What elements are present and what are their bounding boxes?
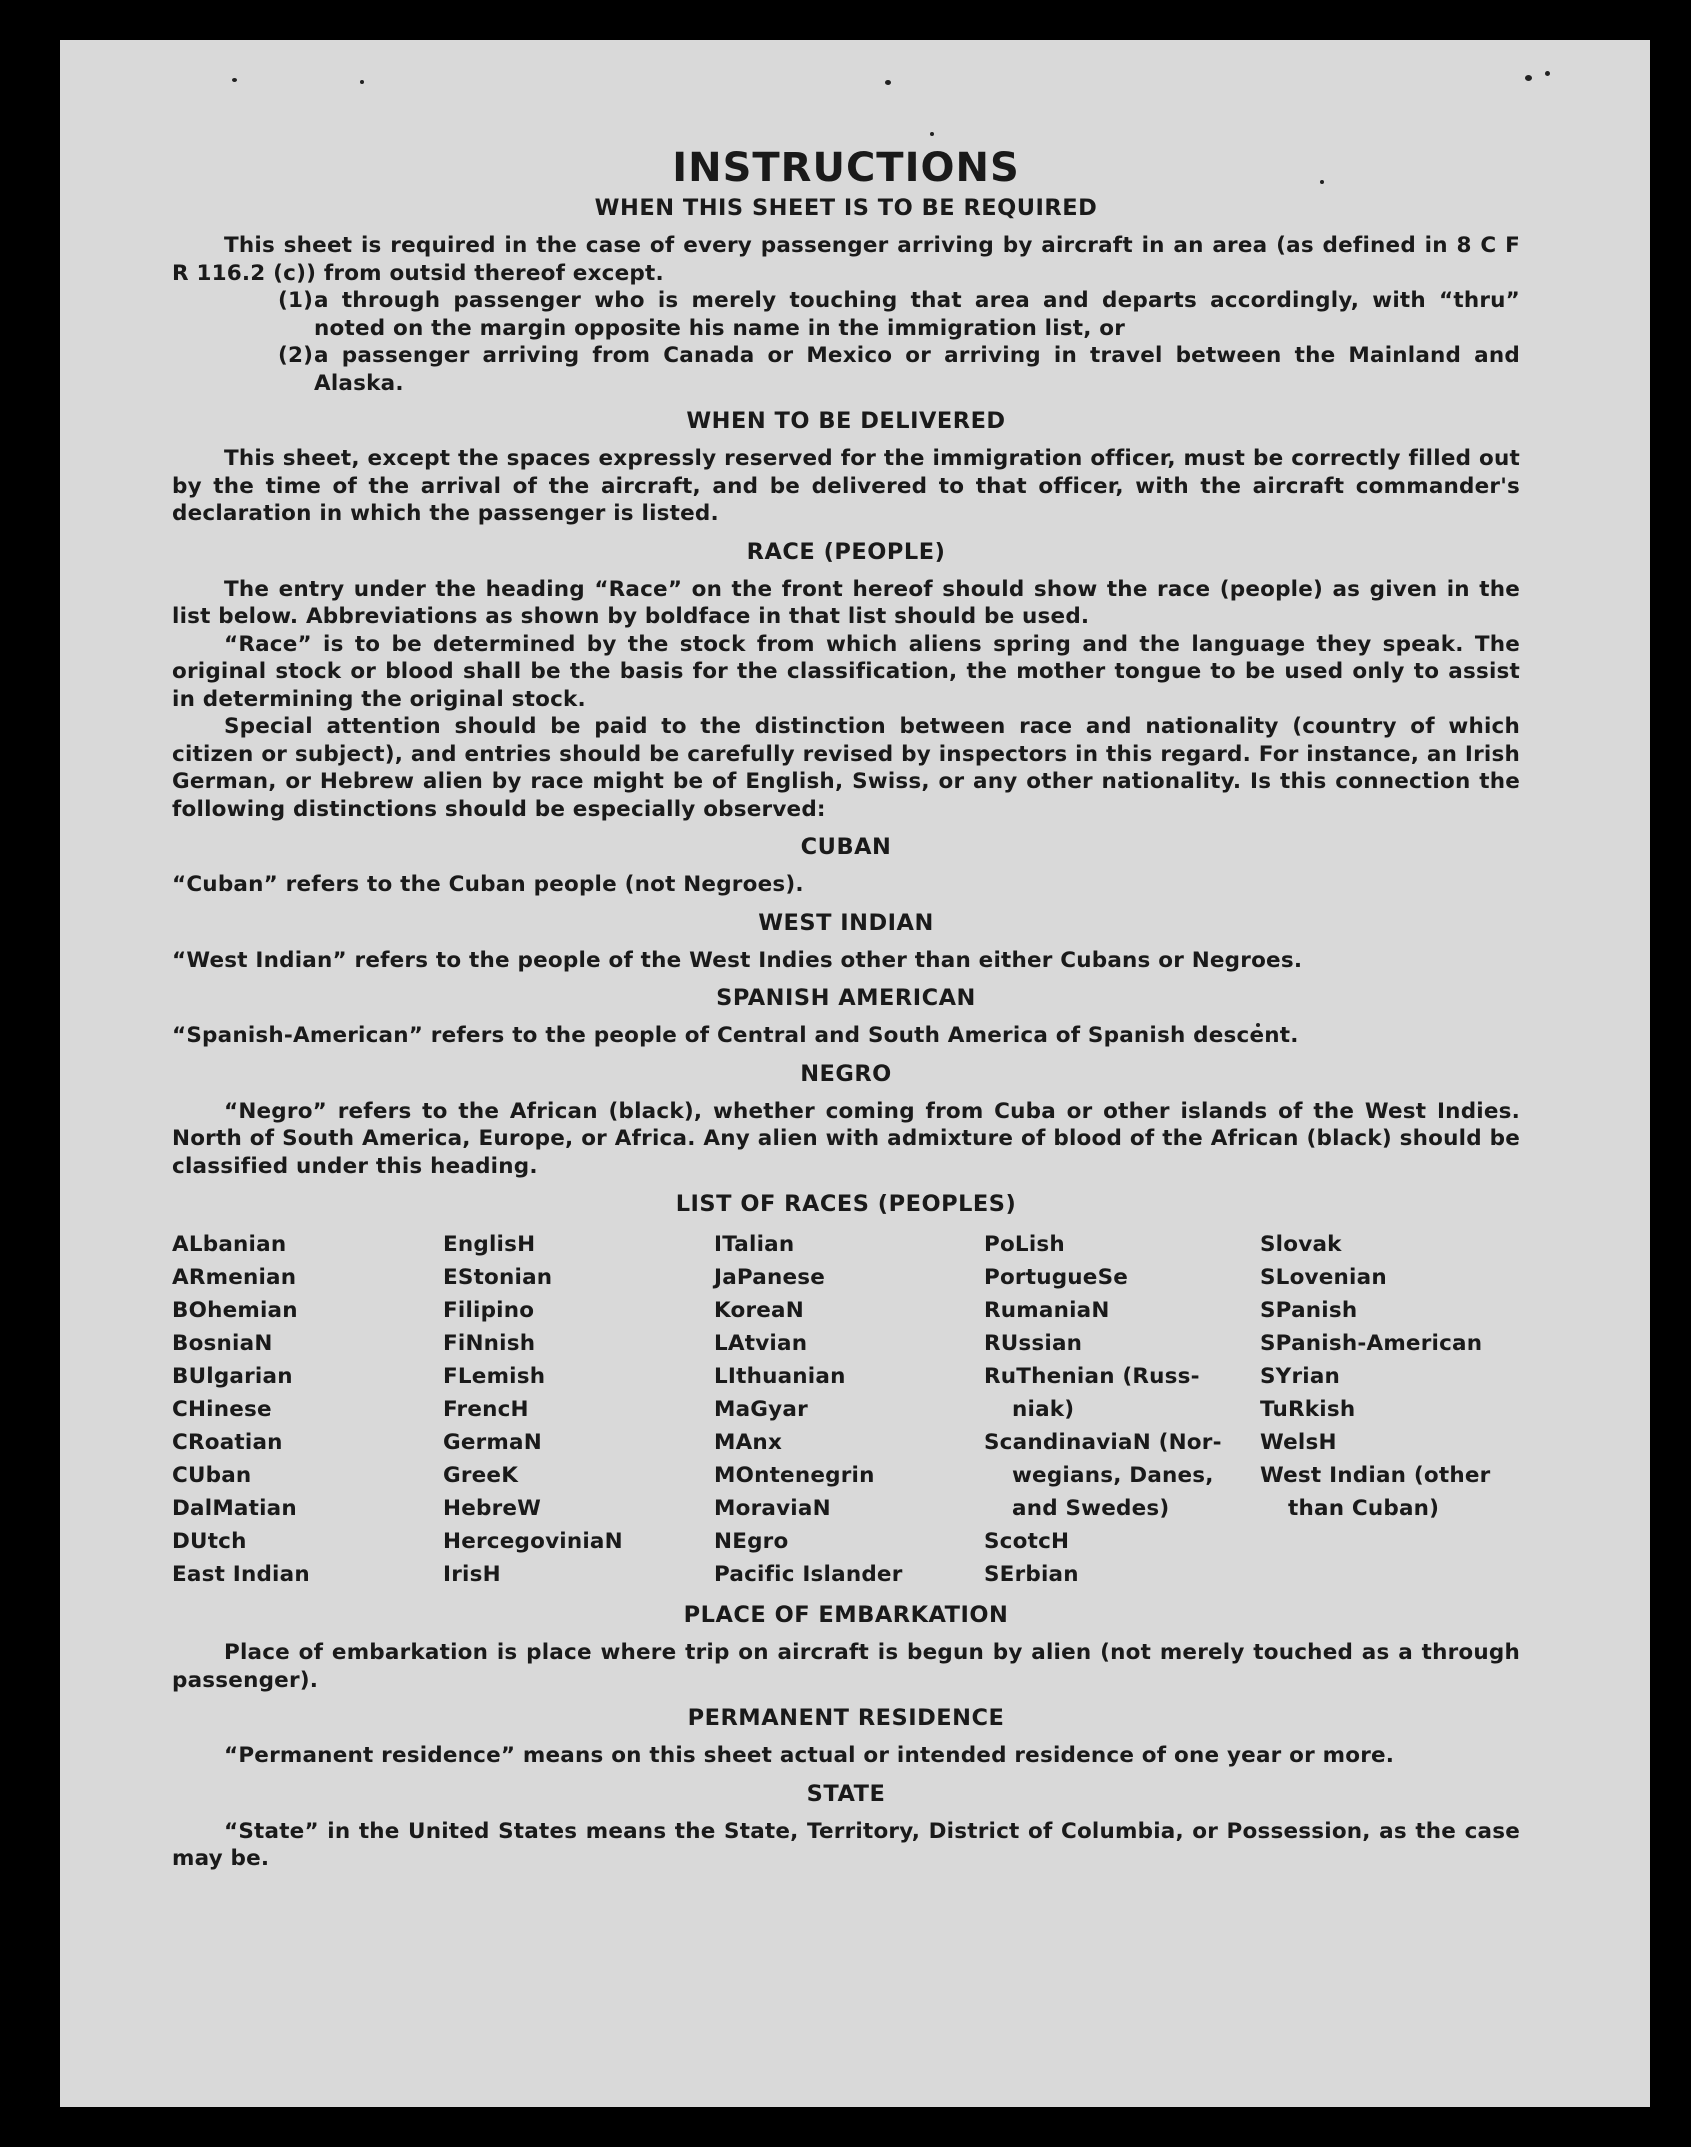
race-entry: NEgro [714,1529,789,1554]
heading-embarkation: PLACE OF EMBARKATION [683,1602,1009,1628]
races-list [172,1228,1520,1591]
race-entry: SYrian [1260,1364,1341,1389]
speck [885,80,891,85]
paragraph: “West Indian” refers to the people of the West Indies other than either Cubans or Negroes. [172,947,1303,973]
paragraph: “Race” is to be determined by the stock from which aliens spring and the language they speak. The original stock or blood shall be the basis for the classification, the mother tongue to be used only to assist in determining the original stock. [172,631,1520,712]
heading-spanish-american: SPANISH AMERICAN [716,985,976,1011]
race-entry: CUban [172,1463,252,1488]
race-entry: DalMatian [172,1496,297,1521]
race-entry: ScandinaviaN (Nor- [984,1430,1222,1455]
race-entry: IrisH [443,1562,501,1587]
heading-when-required: WHEN THIS SHEET IS TO BE REQUIRED [594,195,1098,221]
race-entry: CRoatian [172,1430,283,1455]
race-entry: EStonian [443,1265,553,1290]
race-entry: JaPanese [714,1265,826,1290]
heading-negro: NEGRO [800,1060,892,1087]
heading-cuban: CUBAN [800,834,892,860]
race-entry: West Indian (other [1260,1463,1491,1488]
paragraph: This sheet is required in the case of every passenger arriving by aircraft in an area (as defined in 8 C F R 116.2 (c)) from outsid thereof except. [172,233,1520,286]
race-entry: PortugueSe [984,1265,1129,1290]
race-entry: GreeK [443,1463,519,1488]
race-entry: Pacific Islander [714,1562,903,1587]
paragraph: “Negro” refers to the African (black), whether coming from Cuba or other islands of the West Indies. North of South America, Europe, or Africa. Any alien with admixture of blood of the African (black) should be classified under this heading. [172,1098,1520,1179]
race-entry: Filipino [443,1298,535,1323]
document-sheet [60,40,1650,2107]
instructions-content [172,144,1520,1873]
paragraph: “State” in the United States means the State, Territory, District of Columbia, or Possession, as the case may be. [172,1818,1520,1871]
race-entry: ScotcH [984,1529,1070,1554]
race-entry-continuation: niak) [1012,1397,1075,1422]
page-title: INSTRUCTIONS [672,145,1020,191]
heading-state: STATE [806,1780,886,1807]
races-column-3 [714,1228,984,1591]
item-number: (2) [278,343,314,368]
race-entry: TuRkish [1260,1397,1356,1422]
item-text: a through passenger who is merely touching that area and departs accordingly, with “thru” noted on the margin opposite his name in the immigration list, or [314,288,1520,341]
race-entry: DUtch [172,1529,247,1554]
race-entry: ARmenian [172,1265,297,1290]
speck [1525,75,1532,81]
race-entry: FrencH [443,1397,529,1422]
speck [1545,71,1550,76]
race-entry: RUssian [984,1331,1083,1356]
races-column-5 [1260,1228,1520,1591]
heading-permanent-residence: PERMANENT RESIDENCE [687,1705,1005,1731]
paragraph: “Spanish-American” refers to the people of Central and South America of Spanish descent. [172,1023,1299,1048]
race-entry: WelsH [1260,1430,1337,1455]
list-item [172,342,1520,397]
paragraph: “Cuban” refers to the Cuban people (not Negroes). [172,872,804,897]
races-column-2 [443,1228,714,1591]
race-entry-continuation: wegians, Danes, [1012,1463,1214,1488]
list-item [172,287,1520,342]
race-entry: MoraviaN [714,1496,831,1521]
race-entry: HercegoviniaN [443,1529,623,1554]
race-entry: FiNnish [443,1331,536,1356]
race-entry: MAnx [714,1430,783,1455]
race-entry: Slovak [1260,1232,1342,1257]
race-entry: LAtvian [714,1331,808,1356]
race-entry: BOhemian [172,1298,298,1323]
race-entry: MOntenegrin [714,1463,875,1488]
paragraph: The entry under the heading “Race” on the front hereof should show the race (people) as given in the list below. Abbreviations as shown by boldface in that list should be used. [172,576,1520,629]
paragraph: Special attention should be paid to the distinction between race and nationality (country of which citizen or subject), and entries should be carefully revised by inspectors in this regard. For instance, an Irish German, or Hebrew alien by race might be of English, Swiss, or any other nationality. Is this connection the following distinctions should be especially observed: [172,714,1520,822]
speck [930,132,934,136]
race-entry: RuThenian (Russ- [984,1364,1200,1389]
race-entry: SErbian [984,1562,1079,1587]
item-number: (1) [278,288,314,313]
heading-list-of-races: LIST OF RACES (PEOPLES) [675,1191,1017,1217]
race-entry: HebreW [443,1496,542,1521]
race-entry: FLemish [443,1364,546,1389]
race-entry: LIthuanian [714,1364,846,1389]
races-column-1 [172,1228,443,1591]
race-entry-continuation: and Swedes) [1012,1496,1170,1521]
speck [232,78,237,82]
race-entry: BosniaN [172,1331,273,1356]
race-entry: RumaniaN [984,1298,1110,1323]
race-entry: ITalian [714,1232,795,1257]
race-entry: BUlgarian [172,1364,293,1389]
paragraph: Place of embarkation is place where trip on aircraft is begun by alien (not merely touched as a through passenger). [172,1640,1520,1693]
race-entry: PoLish [984,1232,1065,1257]
race-entry: SPanish [1260,1298,1358,1323]
race-entry: CHinese [172,1397,272,1422]
race-entry: MaGyar [714,1397,808,1422]
race-entry: EnglisH [443,1232,536,1257]
race-entry-continuation: than Cuban) [1288,1496,1440,1521]
race-entry: ALbanian [172,1232,287,1257]
race-entry: SPanish-American [1260,1331,1483,1356]
race-entry: GermaN [443,1430,542,1455]
heading-west-indian: WEST INDIAN [758,909,934,936]
speck [360,80,364,84]
race-entry: SLovenian [1260,1265,1387,1290]
paragraph: “Permanent residence” means on this sheet actual or intended residence of one year or more. [224,1743,1395,1768]
races-column-4 [984,1228,1260,1591]
heading-race: RACE (PEOPLE) [746,538,946,565]
item-text: a passenger arriving from Canada or Mexico or arriving in travel between the Mainland and Alaska. [314,343,1520,396]
heading-when-delivered: WHEN TO BE DELIVERED [686,408,1006,434]
race-entry: KoreaN [714,1298,804,1323]
paragraph: This sheet, except the spaces expressly reserved for the immigration officer, must be correctly filled out by the time of the arrival of the aircraft, and be delivered to that officer, with the aircraft commander's declaration in which the passenger is listed. [172,446,1520,526]
race-entry: East Indian [172,1562,310,1587]
